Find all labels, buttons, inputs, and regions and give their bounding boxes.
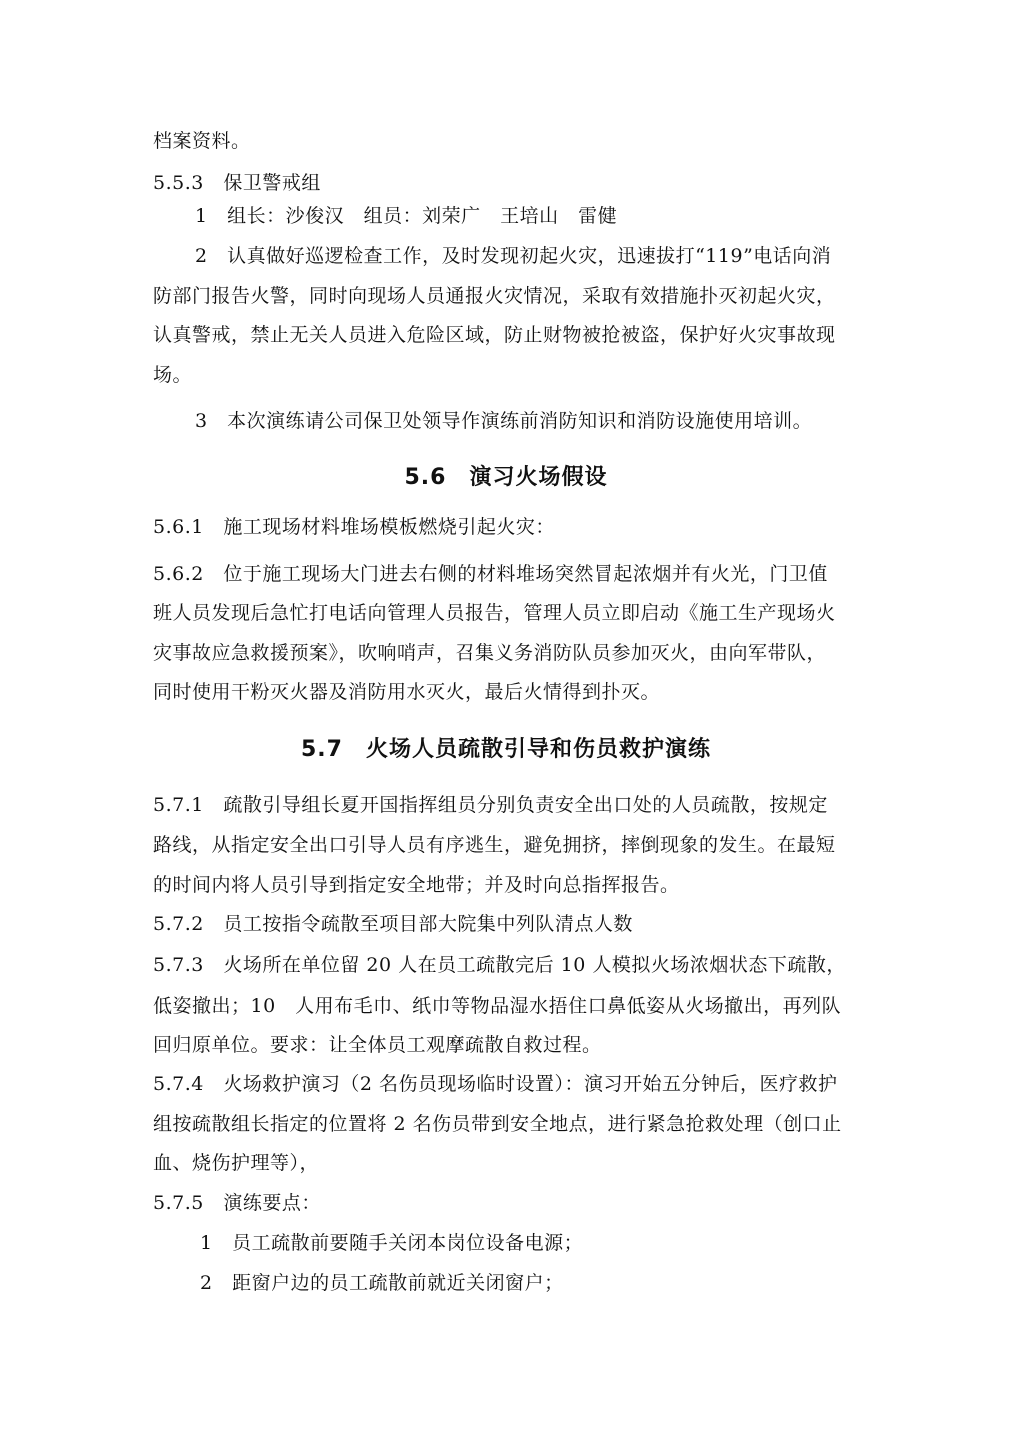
subsection-5-7-5: 5.7.5 演练要点： [153,1192,321,1214]
text-line: 认真警戒，禁止无关人员进入危险区域，防止财物被抢被盗，保护好火灾事故现 [153,324,836,346]
subsection-5-7-2: 5.7.2 员工按指令疏散至项目部大院集中列队清点人数 [153,913,633,935]
subsection-5-6-1: 5.6.1 施工现场材料堆场模板燃烧引起火灾： [153,516,555,538]
list-item: 1 组长：沙俊汉 组员：刘荣广 王培山 雷健 [195,205,618,227]
list-item: 1 员工疏散前要随手关闭本岗位设备电源； [200,1232,584,1254]
subsection-5-7-4: 5.7.4 火场救护演习（2 名伤员现场临时设置）：演习开始五分钟后，医疗救护 [153,1073,838,1095]
text-line: 组按疏散组长指定的位置将 2 名伤员带到安全地点，进行紧急抢救处理（创口止 [153,1113,842,1135]
text-line: 防部门报告火警，同时向现场人员通报火灾情况，采取有效措施扑灭初起火灾， [153,285,836,307]
subsection-5-7-3: 5.7.3 火场所在单位留 20 人在员工疏散完后 10 人模拟火场浓烟状态下疏散， [153,954,846,976]
text-line: 档案资料。 [153,130,251,152]
text-line: 灾事故应急救援预案》，吹响哨声，召集义务消防队员参加灭火，由向军带队， [153,642,827,664]
text-line: 血、烧伤护理等）， [153,1152,320,1174]
text-line: 回归原单位。要求：让全体员工观摩疏散自救过程。 [153,1034,602,1056]
section-heading-5-7: 5.7 火场人员疏散引导和伤员救护演练 [301,737,711,762]
text-line: 同时使用干粉灭火器及消防用水灭火，最后火情得到扑灭。 [153,681,661,703]
text-line: 路线，从指定安全出口引导人员有序逃生，避免拥挤，摔倒现象的发生。在最短 [153,834,836,856]
section-heading-5-6: 5.6 演习火场假设 [404,465,608,490]
list-item: 2 认真做好巡逻检查工作，及时发现初起火灾，迅速拔打“119”电话向消 [195,245,832,267]
subsection-5-6-2: 5.6.2 位于施工现场大门进去右侧的材料堆场突然冒起浓烟并有火光，门卫值 [153,563,828,585]
subsection-heading-5-5-3: 5.5.3 保卫警戒组 [153,172,321,194]
text-line: 班人员发现后急忙打电话向管理人员报告，管理人员立即启动《施工生产现场火 [153,602,836,624]
subsection-5-7-1: 5.7.1 疏散引导组长夏开国指挥组员分别负责安全出口处的人员疏散，按规定 [153,794,828,816]
text-line: 低姿撤出；10 人用布毛巾、纸巾等物品湿水捂住口鼻低姿从火场撤出，再列队 [153,995,842,1017]
text-line: 场。 [153,364,193,386]
text-line: 的时间内将人员引导到指定安全地带；并及时向总指挥报告。 [153,874,680,896]
list-item: 2 距窗户边的员工疏散前就近关闭窗户； [200,1272,564,1294]
list-item: 3 本次演练请公司保卫处领导作演练前消防知识和消防设施使用培训。 [195,410,813,432]
